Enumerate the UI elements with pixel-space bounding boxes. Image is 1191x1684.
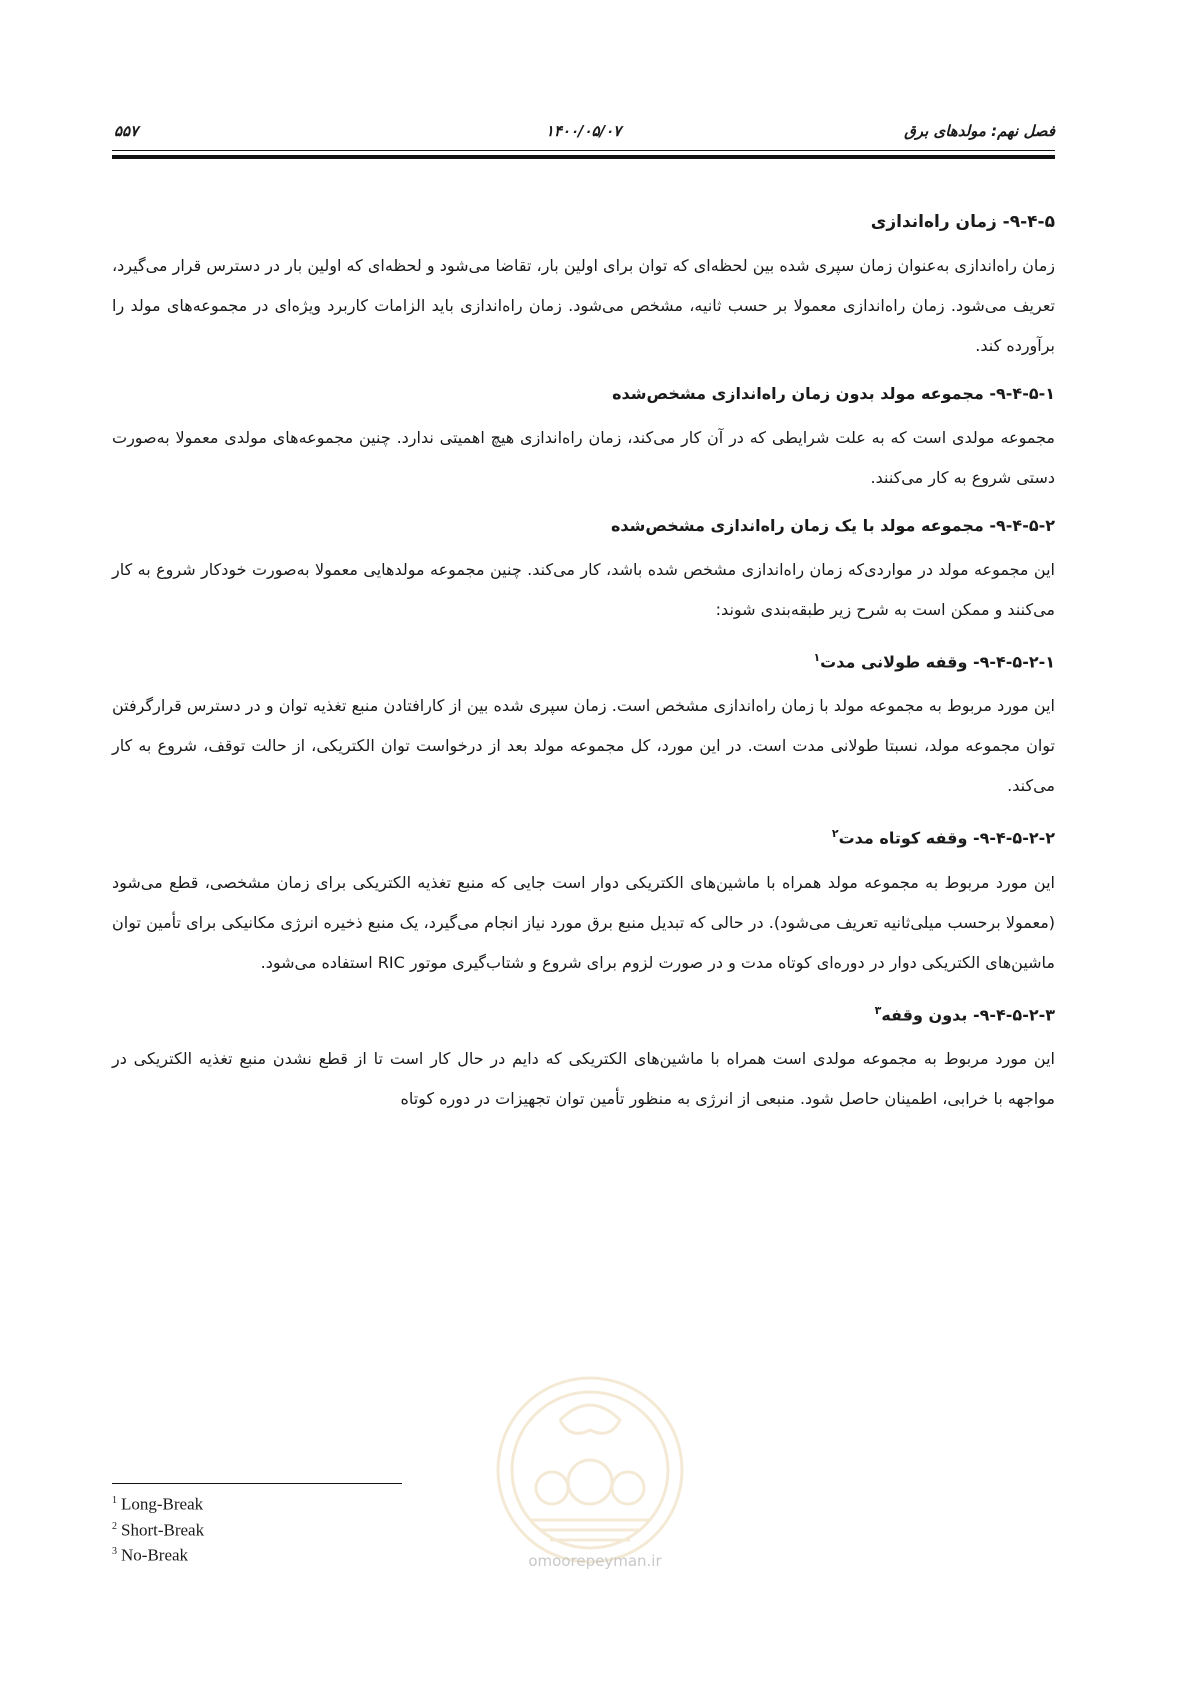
section-paragraph: این مجموعه مولد در مواردی‌که زمان راه‌اندازی مشخص شده باشد، کار می‌کند. چنین مجموعه مولدهایی معمولا به‌صورت خودکار شروع به کار می‌کنند و ممکن است به شرح زیر طبقه‌بندی شوند: bbox=[112, 560, 1055, 619]
footnote-rule bbox=[112, 1483, 402, 1484]
section-paragraph: زمان راه‌اندازی به‌عنوان زمان سپری شده بین لحظه‌ای که توان برای اولین بار، تقاضا می‌شود و لحظه‌ای که اولین بار در دسترس قرار می‌گیرد، تعریف می‌شود. زمان راه‌اندازی معمولا بر حسب ثانیه، مشخص می‌شود. زمان راه‌اندازی باید الزامات کاربرد ویژه‌ای در مجموعه‌های مولد را برآورده کند. bbox=[112, 256, 1055, 355]
page-header bbox=[112, 122, 1055, 146]
header-rule-thin bbox=[112, 150, 1055, 151]
page-number: ۵۵۷ bbox=[114, 122, 139, 140]
footnote-mark: ۳ bbox=[874, 1003, 882, 1017]
watermark-text: omoorepeyman.ir bbox=[528, 1552, 662, 1570]
section-heading: ۹-۴-۵-۲- مجموعه مولد با یک زمان راه‌اندازی مشخص‌شده bbox=[610, 516, 1055, 535]
footnote-mark: ۱ bbox=[813, 651, 821, 664]
section-paragraph: این مورد مربوط به مجموعه مولدی است همراه با ماشین‌های الکتریکی که دایم در حال کار است تا از قطع نشدن منبع تغذیه الکتریکی در مواجهه با خرابی، اطمینان حاصل شود. منبعی از انرژی به منظور تأمین توان تجهیزات در دوره کوتاه bbox=[112, 1048, 1055, 1108]
main-content bbox=[112, 208, 1055, 1119]
section-paragraph: این مورد مربوط به مجموعه مولد با زمان راه‌اندازی مشخص است. زمان سپری شده بین از کارافتادن منبع تغذیه توان و در دسترس قرارگرفتن توان مجموعه مولد، نسبتا طولانی مدت است. در این مورد، کل مجموعه مولد بعد از درخواست توان الکتریکی، از حالت توقف، شروع به کار می‌کند. bbox=[112, 696, 1055, 796]
footnotes bbox=[112, 1490, 204, 1567]
header-rule-thick bbox=[112, 155, 1055, 159]
section-heading: ۹-۴-۵-۲-۳- بدون وقفه$^۳$ bbox=[874, 1003, 1055, 1024]
section-heading: ۹-۴-۵-۲-۱- وقفه طولانی مدت$^۱$ bbox=[813, 651, 1055, 672]
section-paragraph: مجموعه مولدی است که به علت شرایطی که در آن کار می‌کند، زمان راه‌اندازی هیچ اهمیتی ندارد. چنین مجموعه‌های مولدی معمولا به‌صورت دستی شروع به کار می‌کنند. bbox=[112, 428, 1055, 487]
footnote-mark: ۲ bbox=[831, 827, 839, 841]
section-heading: ۹-۴-۵- زمان راه‌اندازی bbox=[870, 212, 1055, 232]
section-heading: ۹-۴-۵-۲-۲- وقفه کوتاه مدت$^۲$ bbox=[831, 827, 1055, 848]
chapter-title: فصل نهم: مولدهای برق bbox=[904, 122, 1055, 140]
footnote-item: $^2$ Short-Break bbox=[112, 1520, 205, 1540]
footnote-item: $^3$ No-Break bbox=[112, 1545, 189, 1565]
footnote-item: $^1$ Long-Break bbox=[112, 1494, 204, 1514]
section-paragraph: این مورد مربوط به مجموعه مولد همراه با ماشین‌های الکتریکی دوار است جایی که منبع تغذیه الکتریکی برای زمان مشخصی، قطع می‌شود (معمولا برحسب میلی‌ثانیه تعریف می‌شود). در حالی که تبدیل منبع برق مورد نیاز انجام می‌گیرد، یک منبع ذخیره انرژی مکانیکی برای تأمین توان ماشین‌های الکتریکی دوار در دوره‌ای کوتاه مدت و در صورت لزوم برای شروع و شتاب‌گیری موتور RIC استفاده می‌شود. bbox=[112, 872, 1055, 972]
section-heading: ۹-۴-۵-۱- مجموعه مولد بدون زمان راه‌اندازی مشخص‌شده bbox=[612, 384, 1055, 403]
watermark-logo bbox=[490, 1370, 690, 1570]
header-date: ۱۴۰۰/۰۵/۰۷ bbox=[545, 122, 622, 140]
